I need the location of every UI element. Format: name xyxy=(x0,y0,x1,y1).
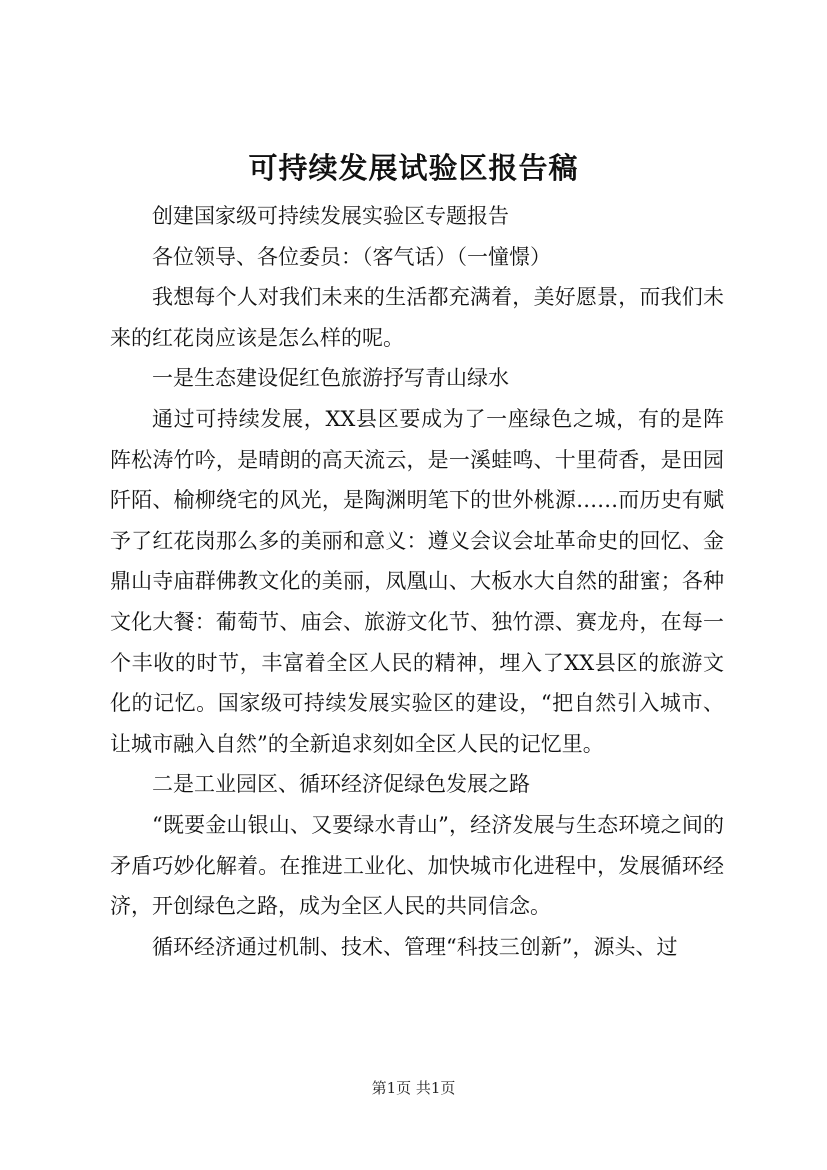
paragraph-body-1: 通过可持续发展，XX县区要成为了一座绿色之城，有的是阵阵松涛竹吟，是晴朗的高天流云，是一溪蛙鸣、十里荷香，是田园阡陌、榆柳绕宅的风光，是陶渊明笔下的世外桃源……而历史有赋予了红花岗那么多的美丽和意义：遵义会议会址革命史的回忆、金鼎山寺庙群佛教文化的美丽，凤凰山、大板水大自然的甜蜜；各种文化大餐：葡萄节、庙会、旅游文化节、独竹漂、赛龙舟，在每一个丰收的时节，丰富着全区人民的精神，埋入了XX县区的旅游文化的记忆。国家级可持续发展实验区的建设，“把自然引入城市、让城市融入自然”的全新追求刻如全区人民的记忆里。 xyxy=(110,406,724,756)
paragraph-salutation: 各位领导、各位委员：（客气话）（一憧憬） xyxy=(152,244,551,269)
paragraph-body-2: “既要金山银山、又要绿水青山”，经济发展与生态环境之间的矛盾巧妙化解着。在推进工业化、加快城市化进程中，发展循环经济，开创绿色之路，成为全区人民的共同信念。 xyxy=(110,812,724,919)
paragraph-body-3: 循环经济通过机制、技术、管理“科技三创新”，源头、过 xyxy=(152,934,678,959)
paragraph-intro: 我想每个人对我们未来的生活都充满着，美好愿景，而我们未来的红花岗应该是怎么样的呢。 xyxy=(110,285,724,350)
paragraph-heading-1: 一是生态建设促红色旅游抒写青山绿水 xyxy=(152,366,509,391)
document-body xyxy=(110,196,724,967)
document-title: 可持续发展试验区报告稿 xyxy=(248,151,579,185)
paragraph-heading-2: 二是工业园区、循环经济促绿色发展之路 xyxy=(152,772,530,797)
paragraph-subtitle: 创建国家级可持续发展实验区专题报告 xyxy=(152,204,509,228)
page-number-footer: 第1页 共1页 xyxy=(371,1079,456,1097)
